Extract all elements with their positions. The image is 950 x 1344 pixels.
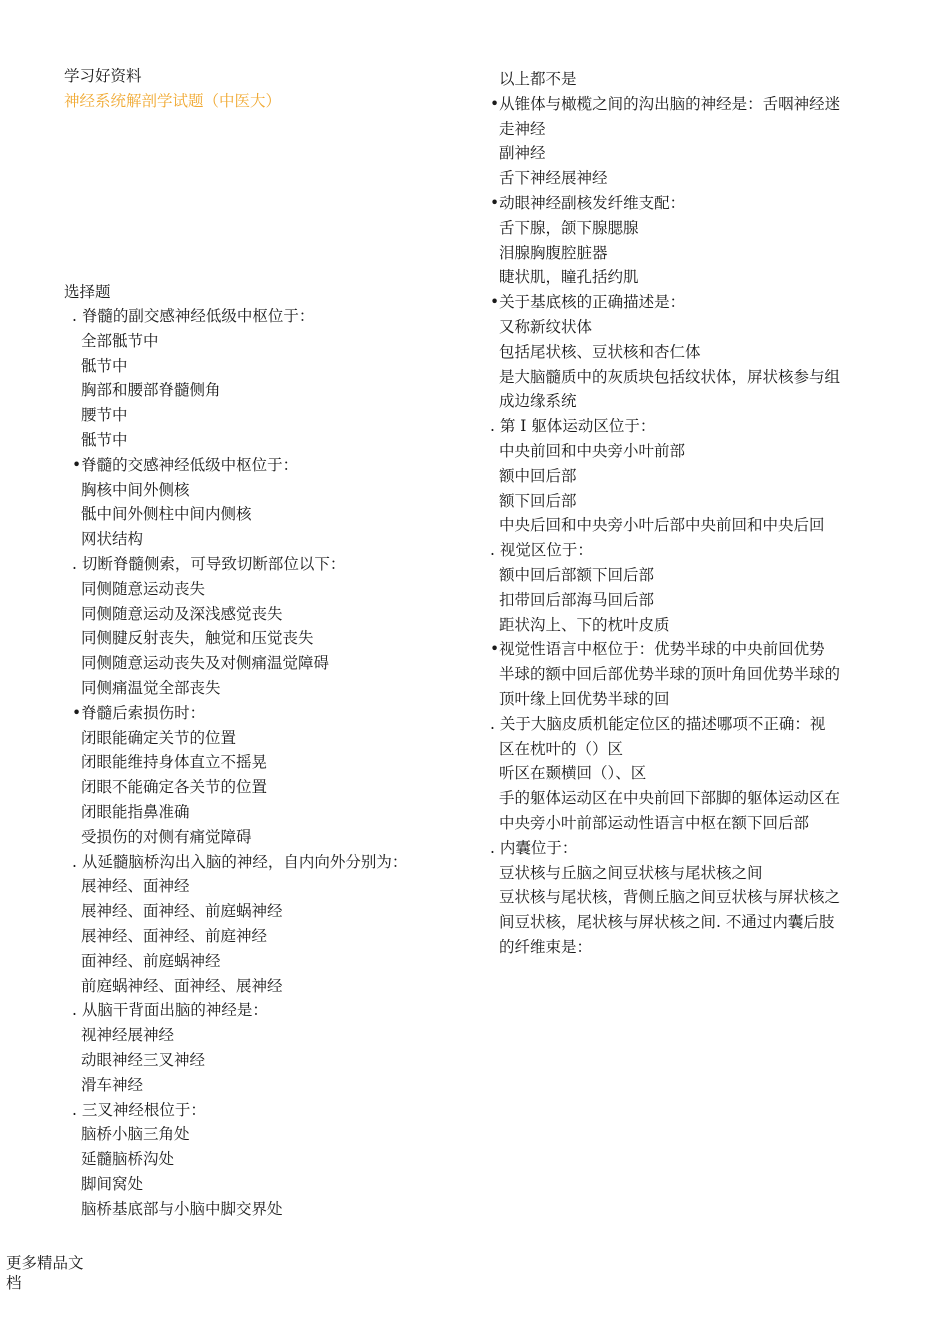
answer-option: 中央旁小叶前部运动性语言中枢在额下回后部 [499,814,810,832]
question-text: •关于基底核的正确描述是： [490,293,686,312]
answer-option: 面神经、前庭蜗神经 [81,951,221,970]
question-text: . 从延髓脑桥沟出入脑的神经，自内向外分别为： [72,852,408,871]
answer-option: 展神经、面神经、前庭蜗神经 [81,902,283,921]
question-text: . 三叉神经根位于： [72,1100,206,1119]
question-text: •动眼神经副核发纤维支配： [490,194,686,212]
answer-option: 脚间窝处 [81,1175,144,1193]
answer-option: 同侧随意运动丧失及对侧痛温觉障碍 [81,654,330,673]
question-text: . 切断脊髓侧索，可导致切断部位以下： [72,555,346,573]
header-label: 学习好资料 [64,67,142,85]
answer-option: 展神经、面神经 [81,877,190,896]
answer-option: 扣带回后部海马回后部 [499,590,655,609]
answer-option: 距状沟上、下的枕叶皮质 [499,615,670,634]
answer-option: 延髓脑桥沟处 [81,1150,175,1169]
answer-option: 骶节中 [81,431,128,449]
answer-option: 闭眼能确定关节的位置 [81,728,237,747]
question-text: . 关于大脑皮质机能定位区的描述哪项不正确：视 [490,714,826,733]
answer-option: 手的躯体运动区在中央前回下部脚的躯体运动区在 [499,789,841,808]
answer-option: 前庭蜗神经、面神经、展神经 [81,976,283,995]
answer-option: 骶中间外侧柱中间内侧核 [81,505,252,524]
question-text: . 第 I 躯体运动区位于： [490,417,656,436]
question-text: •脊髓后索损伤时： [72,703,206,722]
answer-option: 骶节中 [81,356,128,375]
answer-option: 展神经、面神经、前庭神经 [81,927,268,945]
answer-option: 又称新纹状体 [499,318,593,336]
answer-option: 是大脑髓质中的灰质块包括纹状体，屏状核参与组 [499,367,841,386]
question-text: . 脊髓的副交感神经低级中枢位于： [72,307,315,325]
question-text: . 从脑干背面出脑的神经是： [72,1001,268,1020]
question-text: •脊髓的交感神经低级中枢位于： [72,455,299,474]
answer-option: 同侧随意运动及深浅感觉丧失 [81,604,283,623]
answer-option: 额下回后部 [499,491,577,510]
question-text: •视觉性语言中枢位于：优势半球的中央前回优势 [490,640,825,659]
answer-option: 睫状肌，瞳孔括约肌 [499,268,639,287]
question-text: •从锥体与橄榄之间的沟出脑的神经是：舌咽神经迷 [490,94,841,113]
answer-option: 网状结构 [81,530,144,549]
answer-option: 视神经展神经 [81,1026,175,1045]
answer-option: 包括尾状核、豆状核和杏仁体 [499,342,701,361]
answer-option: 舌下腺，颌下腺腮腺 [499,218,639,237]
answer-option: 脑桥小脑三角处 [81,1125,190,1144]
answer-option: 豆状核与尾状核，背侧丘脑之间豆状核与屏状核之 [499,888,841,907]
answer-option: 闭眼能维持身体直立不摇晃 [81,753,268,772]
footer-line-1: 更多精品文 [6,1254,84,1272]
answer-option: 闭眼不能确定各关节的位置 [81,778,268,797]
answer-option: 中央后回和中央旁小叶后部中央前回和中央后回 [499,516,825,535]
answer-option: 动眼神经三叉神经 [81,1051,206,1069]
answer-option: 闭眼能指鼻准确 [81,803,190,821]
answer-option: 同侧随意运动丧失 [81,579,206,598]
answer-option: 舌下神经展神经 [499,169,608,188]
answer-option: 泪腺胸腹腔脏器 [499,243,608,262]
answer-option: 以上都不是 [499,70,577,88]
answer-option: 中央前回和中央旁小叶前部 [499,442,686,460]
footer-line-2: 档 [6,1274,22,1292]
answer-option: 同侧痛温觉全部丧失 [81,679,221,697]
answer-option: 胸部和腰部脊髓侧角 [81,381,221,400]
answer-option: 额中回后部额下回后部 [499,566,655,584]
answer-option: 腰节中 [81,406,128,425]
answer-option: 的纤维束是： [499,938,593,956]
question-text: . 内囊位于： [490,838,578,857]
answer-option: 区在枕叶的（）区 [499,739,624,758]
answer-option: 额中回后部 [499,466,577,485]
answer-option: 听区在颞横回（）、区 [499,764,647,783]
answer-option: 顶叶缘上回优势半球的回 [499,690,670,708]
answer-option: 脑桥基底部与小脑中脚交界处 [81,1199,283,1218]
answer-option: 受损伤的对侧有痛觉障碍 [81,827,252,846]
answer-option: 同侧腱反射丧失，触觉和压觉丧失 [81,629,314,648]
document-title: 神经系统解剖学试题（中医大） [64,92,282,110]
answer-option: 豆状核与丘脑之间豆状核与尾状核之间 [499,863,763,882]
answer-option: 胸核中间外侧核 [81,480,190,499]
answer-option: 成边缘系统 [499,392,577,411]
answer-option: 全部骶节中 [81,331,159,350]
section-heading: 选择题 [64,283,111,301]
answer-option: 滑车神经 [81,1075,144,1094]
answer-option: 半球的额中回后部优势半球的顶叶角回优势半球的 [499,665,841,684]
question-text: . 视觉区位于： [490,541,593,560]
answer-option: 走神经 [499,119,546,138]
answer-option: 副神经 [499,144,546,163]
answer-option: 间豆状核，尾状核与屏状核之间. 不通过内囊后肢 [499,913,835,932]
